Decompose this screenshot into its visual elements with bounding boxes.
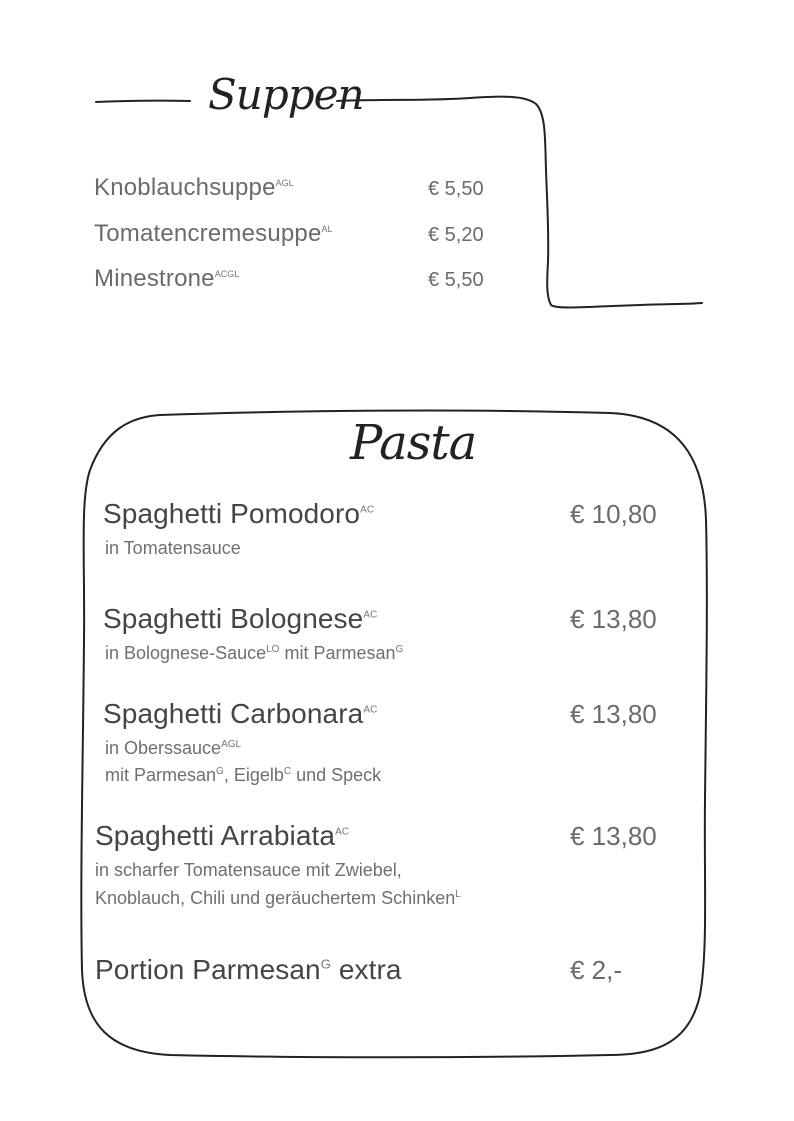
allergen-code: AC <box>360 504 375 516</box>
allergen-code: AGL <box>221 739 242 750</box>
list-item <box>103 698 377 730</box>
item-name-suffix: extra <box>330 954 402 985</box>
item-description <box>105 765 381 786</box>
list-item <box>95 954 402 986</box>
item-price: € 5,50 <box>428 269 484 291</box>
item-price: € 13,80 <box>570 699 657 729</box>
item-name: Knoblauchsuppe <box>94 174 276 201</box>
item-name: Minestrone <box>94 265 215 292</box>
item-price: € 5,50 <box>428 178 484 200</box>
item-description: in Tomatensauce <box>105 538 241 558</box>
item-name: Spaghetti Carbonara <box>103 698 364 729</box>
list-item <box>94 265 239 293</box>
list-item <box>94 220 333 248</box>
item-description <box>95 888 461 909</box>
item-description <box>105 738 241 759</box>
suppen-title: Suppen <box>208 70 364 119</box>
desc-text: mit Parmesan <box>105 765 217 785</box>
item-description <box>105 643 403 664</box>
list-item <box>94 174 294 202</box>
allergen-code: AL <box>321 224 333 234</box>
item-name: Portion Parmesan <box>95 954 321 985</box>
allergen-code: AC <box>335 826 350 838</box>
allergen-code: G <box>320 956 331 972</box>
item-name: Spaghetti Bolognese <box>103 603 364 634</box>
item-name: Spaghetti Arrabiata <box>95 820 336 851</box>
suppen-bracket-line <box>337 97 702 308</box>
item-description: in scharfer Tomatensauce mit Zwiebel, <box>95 860 402 880</box>
allergen-code: AC <box>363 609 378 621</box>
list-item <box>95 820 349 852</box>
item-price: € 2,- <box>570 955 623 985</box>
desc-text: und Speck <box>291 765 382 785</box>
allergen-code: AC <box>363 704 378 716</box>
desc-text: in Oberssauce <box>105 738 222 758</box>
item-price: € 5,20 <box>428 224 484 246</box>
desc-text: in Bolognese-Sauce <box>105 643 267 663</box>
allergen-code: L <box>455 889 461 900</box>
item-price: € 13,80 <box>570 604 657 634</box>
item-price: € 13,80 <box>570 821 657 851</box>
desc-text: , Eigelb <box>223 765 284 785</box>
allergen-code: G <box>216 766 224 777</box>
item-name: Spaghetti Pomodoro <box>103 498 361 529</box>
suppen-left-line <box>96 101 190 102</box>
item-price: € 10,80 <box>570 499 657 529</box>
list-item <box>103 498 374 530</box>
allergen-code: G <box>395 644 404 655</box>
allergen-code: ACGL <box>214 269 240 279</box>
desc-text: mit Parmesan <box>279 643 396 663</box>
desc-text: Knoblauch, Chili und geräuchertem Schinken <box>95 888 456 908</box>
allergen-code: C <box>283 766 292 777</box>
allergen-code: LO <box>266 644 280 655</box>
pasta-title: Pasta <box>350 415 477 471</box>
list-item <box>103 603 377 635</box>
allergen-code: AGL <box>275 178 294 188</box>
item-name: Tomatencremesuppe <box>94 220 322 247</box>
